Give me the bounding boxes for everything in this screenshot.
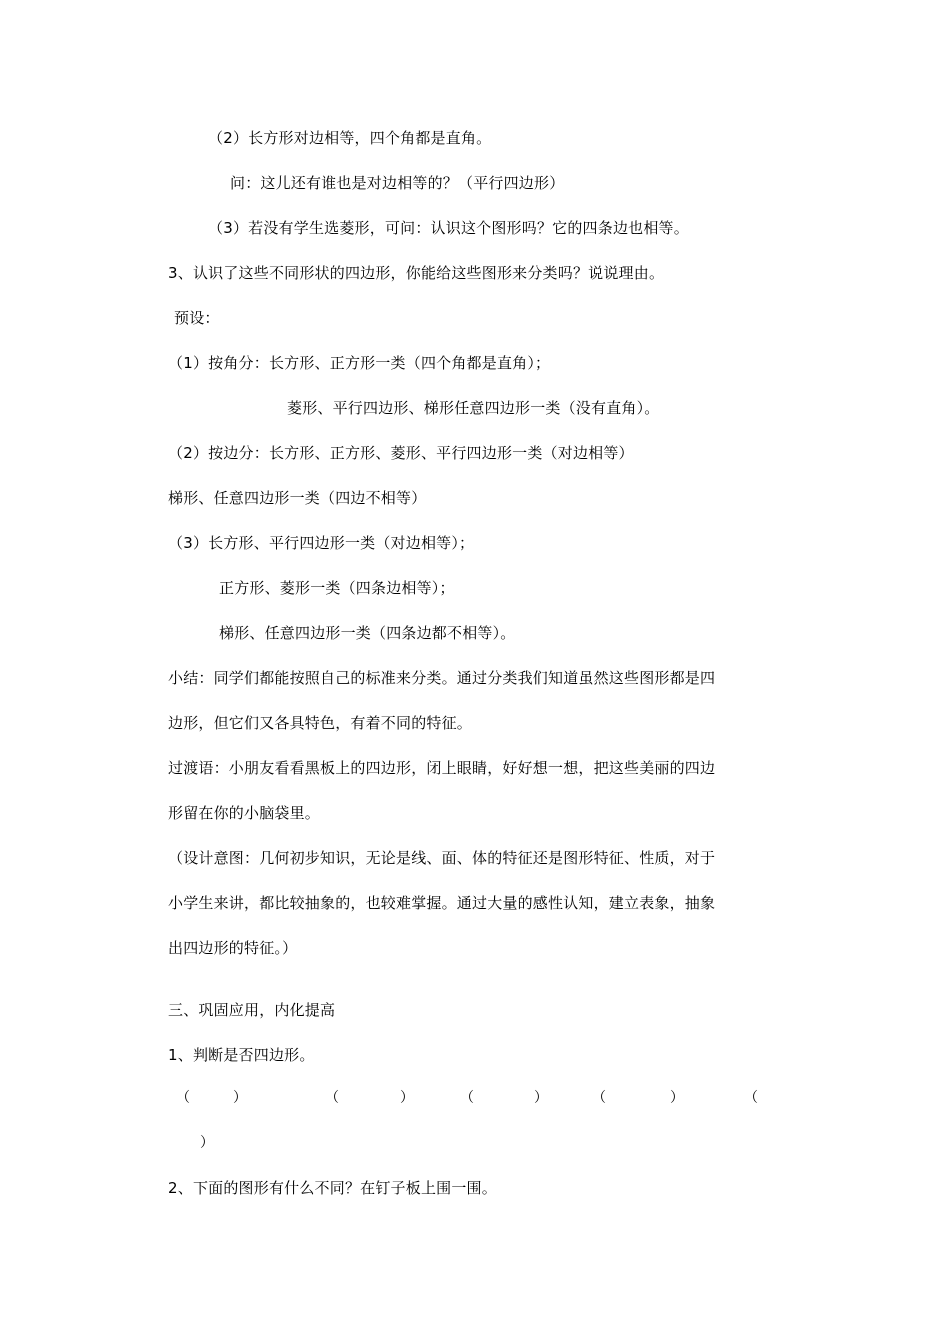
blank-open-paren: （	[744, 1090, 758, 1106]
text-line: 形留在你的小脑袋里。	[168, 804, 321, 822]
text-line: （3）若没有学生选菱形，可问：认识这个图形吗？它的四条边也相等。	[208, 219, 689, 237]
text-line: 过渡语：小朋友看看黑板上的四边形，闭上眼睛，好好想一想，把这些美丽的四边	[168, 759, 716, 777]
text-line: 2、下面的图形有什么不同？在钉子板上围一围。	[168, 1179, 497, 1197]
text-line: 边形，但它们又各具特色，有着不同的特征。	[168, 714, 473, 732]
text-line: 梯形、任意四边形一类（四边不相等）	[168, 489, 427, 507]
text-line: 问：这儿还有谁也是对边相等的？（平行四边形）	[230, 174, 565, 192]
blank-close-paren: ）	[670, 1090, 684, 1106]
text-line: （3）长方形、平行四边形一类（对边相等）；	[168, 534, 475, 552]
blank-open-paren: （	[460, 1090, 474, 1106]
section-heading: 三、巩固应用，内化提高	[168, 1001, 336, 1019]
blank-close-paren: ）	[534, 1090, 548, 1106]
text-line: 预设：	[174, 309, 220, 327]
blank-close-paren: ）	[400, 1090, 414, 1106]
blank-open-paren: （	[592, 1090, 606, 1106]
text-line: 正方形、菱形一类（四条边相等）；	[219, 579, 455, 597]
text-line: （2）长方形对边相等，四个角都是直角。	[208, 129, 492, 147]
text-line: 1、判断是否四边形。	[168, 1046, 315, 1064]
blank-close-paren: ）	[233, 1090, 247, 1106]
text-line: 小学生来讲，都比较抽象的，也较难掌握。通过大量的感性认知，建立表象，抽象	[168, 894, 716, 912]
text-line: 3、认识了这些不同形状的四边形，你能给这些图形来分类吗？说说理由。	[168, 264, 665, 282]
blank-close-paren: ）	[200, 1135, 214, 1151]
text-line: 菱形、平行四边形、梯形任意四边形一类（没有直角）。	[287, 399, 660, 417]
text-line: 小结：同学们都能按照自己的标准来分类。通过分类我们知道虽然这些图形都是四	[168, 669, 716, 687]
text-line: （2）按边分：长方形、正方形、菱形、平行四边形一类（对边相等）	[168, 444, 634, 462]
text-line: 出四边形的特征。）	[168, 939, 298, 957]
blank-open-paren: （	[176, 1090, 190, 1106]
text-line: （1）按角分：长方形、正方形一类（四个角都是直角）；	[168, 354, 551, 372]
blank-open-paren: （	[325, 1090, 339, 1106]
text-line: （设计意图：几何初步知识，无论是线、面、体的特征还是图形特征、性质，对于	[168, 849, 716, 867]
text-line: 梯形、任意四边形一类（四条边都不相等）。	[219, 624, 516, 642]
